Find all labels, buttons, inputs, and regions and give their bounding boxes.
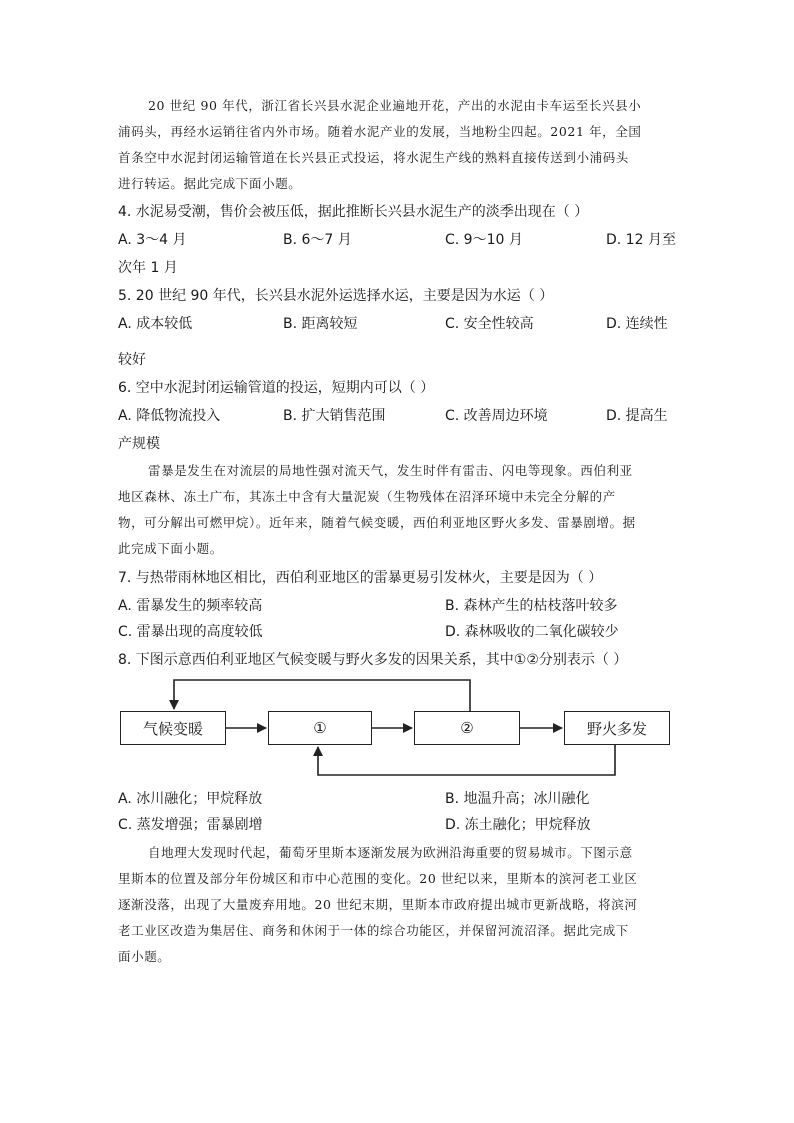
q5-option-d-wrap: 较好 [118,352,146,368]
q6-option-d[interactable]: D. 提高生 [606,408,668,424]
q6-option-b[interactable]: B. 扩大销售范围 [283,408,386,424]
passage3-line-4: 老工业区改造为集居住、商务和休闲于一体的综合功能区，并保留河流沼泽。据此完成下 [118,923,629,938]
arrow-feedback-bottom [318,745,615,775]
q4-option-b[interactable]: B. 6～7 月 [283,232,352,248]
q6-option-d-wrap: 产规模 [118,436,160,452]
arrow-feedback-top [174,680,470,712]
q5-stem: 5. 20 世纪 90 年代，长兴县水泥外运选择水运，主要是因为水运（ ） [118,288,554,304]
q8-option-c[interactable]: C. 蒸发增强；雷暴剧增 [118,817,263,833]
q8-option-b[interactable]: B. 地温升高；冰川融化 [445,791,590,807]
passage1-line-2: 浦码头，再经水运销往省内外市场。随着水泥产业的发展，当地粉尘四起。2021 年，全国 [118,124,642,139]
passage3-line-1: 自地理大发现时代起，葡萄牙里斯本逐渐发展为欧洲沿海重要的贸易城市。下图示意 [148,845,633,860]
q4-option-d-wrap: 次年 1 月 [118,260,178,276]
passage3-line-5: 面小题。 [118,949,171,964]
q7-stem: 7. 与热带雨林地区相比，西伯利亚地区的雷暴更易引发林火，主要是因为（ ） [118,570,603,586]
passage2-line-3: 物，可分解出可燃甲烷）。近年来，随着气候变暖，西伯利亚地区野火多发、雷暴剧增。据 [118,515,636,530]
passage2-line-4: 此完成下面小题。 [118,541,223,556]
passage3-line-3: 逐渐没落，出现了大量废弃用地。20 世纪末期，里斯本市政府提出城市更新战略，将滨河 [118,897,638,912]
passage3-line-2: 里斯本的位置及部分年份城区和市中心范围的变化。20 世纪以来，里斯本的滨河老工业区 [118,871,638,886]
q4-option-d[interactable]: D. 12 月至 [606,232,676,248]
passage2-line-1: 雷暴是发生在对流层的局地性强对流天气，发生时伴有雷击、闪电等现象。西伯利亚 [148,463,633,478]
q8-stem: 8. 下图示意西伯利亚地区气候变暖与野火多发的因果关系，其中①②分别表示（ ） [118,652,628,668]
q7-option-d[interactable]: D. 森林吸收的二氧化碳较少 [445,624,619,640]
q4-stem: 4. 水泥易受潮，售价会被压低，据此推断长兴县水泥生产的淡季出现在（ ） [118,204,589,220]
q5-option-c[interactable]: C. 安全性较高 [445,316,534,332]
q4-option-a[interactable]: A. 3～4 月 [118,232,187,248]
q8-option-d[interactable]: D. 冻土融化；甲烷释放 [445,817,591,833]
q7-option-b[interactable]: B. 森林产生的枯枝落叶较多 [445,598,618,614]
passage1-line-1: 20 世纪 90 年代，浙江省长兴县水泥企业遍地开花，产出的水泥由卡车运至长兴县小 [148,98,642,113]
q5-option-d[interactable]: D. 连续性 [606,316,668,332]
q5-option-a[interactable]: A. 成本较低 [118,316,193,332]
box-wildfire: 野火多发 [564,711,670,745]
q6-stem: 6. 空中水泥封闭运输管道的投运，短期内可以（ ） [118,380,435,396]
q7-option-a[interactable]: A. 雷暴发生的频率较高 [118,598,263,614]
q8-option-a[interactable]: A. 冰川融化；甲烷释放 [118,791,263,807]
q6-option-c[interactable]: C. 改善周边环境 [445,408,548,424]
passage1-line-3: 首条空中水泥封闭运输管道在长兴县正式投运，将水泥生产线的熟料直接传送到小浦码头 [118,150,629,165]
box-placeholder-1: ① [268,711,372,745]
box-placeholder-2: ② [414,711,520,745]
q6-option-a[interactable]: A. 降低物流投入 [118,408,221,424]
q5-option-b[interactable]: B. 距离较短 [283,316,358,332]
q7-option-c[interactable]: C. 雷暴出现的高度较低 [118,624,263,640]
passage2-line-2: 地区森林、冻土广布，其冻土中含有大量泥炭（生物残体在沼泽环境中未完全分解的产 [118,489,616,504]
passage1-line-4: 进行转运。据此完成下面小题。 [118,176,302,191]
box-climate-warming: 气候变暖 [120,711,226,745]
q4-option-c[interactable]: C. 9～10 月 [445,232,523,248]
